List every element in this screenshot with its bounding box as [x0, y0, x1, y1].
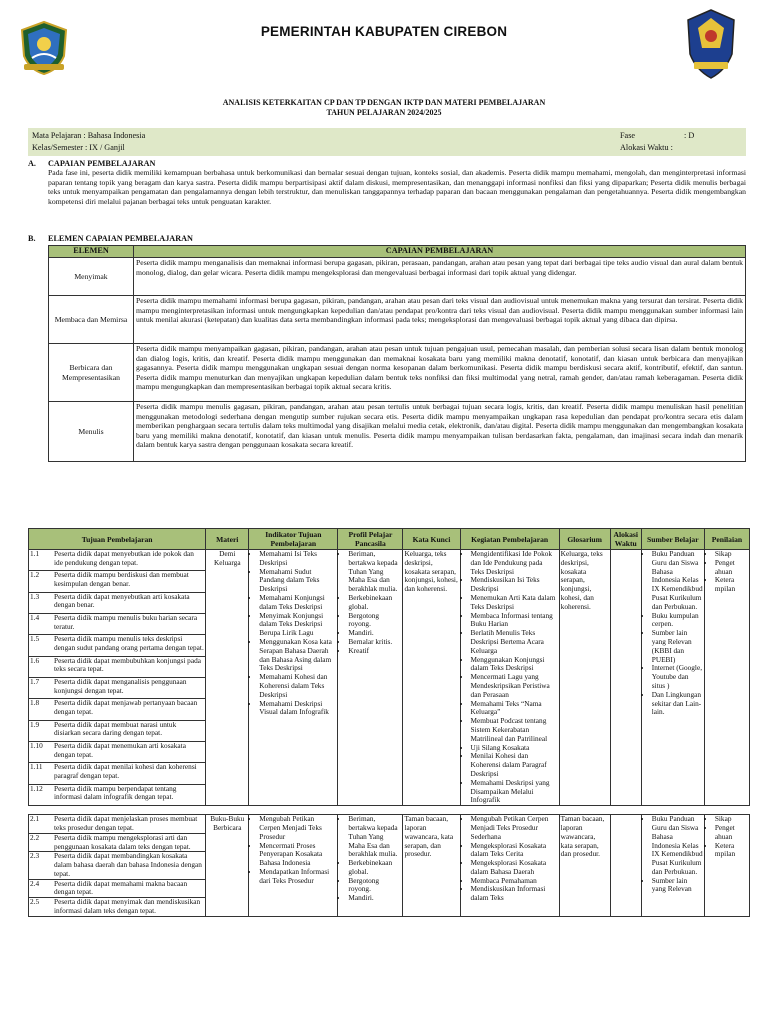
school-logo-icon [684, 8, 738, 82]
class-label: Kelas/Semester : IX / Ganjil [32, 143, 125, 152]
tp-number: 2.2 [29, 833, 54, 852]
list-item: • Mandiri. [348, 894, 401, 903]
page-header [0, 0, 768, 90]
list-item: • Sikap [715, 550, 748, 559]
element-cp: Peserta didik mampu menulis gagasan, pikiran, pandangan, arahan atau pesan tertulis untuk berbagai tujuan secara logis, kritis, dan kreatif. Peserta didik mampu menuliskan hasil penelitian menggunakan metodologi sederhana dengan mengutip sumber rujukan secara etis. Peserta didik mampu menyampaikan ungkapan rasa kepedulian dan pendapat pro/kontra secara etis dalam memberikan penghargaan secara tertulis dalam teks multimodal yang disajikan melalui media cetak, elektronik, dan/atau digital. Peserta didik mampu menggunakan dan mengembangkan kosakata baru yang memiliki makna denotatif, konotatif, dan kiasan untuk menulis. Peserta didik mampu menyampaikan tulisan berdasarkan fakta, pengalaman, dan imajinasi secara indah dan menarik dalam bentuk karya sastra dengan penggunaan kosakata secara kreatif. [134, 402, 746, 462]
element-cp: Peserta didik mampu menganalisis dan memaknai informasi berupa gagasan, pikiran, perasaan, pandangan, arahan atau pesan yang tepat dari berbagai tipe teks audio visual dan aural dalam bentuk monolog, dialog, dan gelar wicara. Peserta didik mampu mengeksplorasi dan mengevaluasi berbagai informasi dari topik aktual yang didengar. [134, 258, 746, 296]
col-alokasi-header: Alokasi Waktu [610, 529, 641, 550]
list-item: • Memahami Konjungsi dalam Teks Deskripsi [259, 594, 336, 612]
tp-number: 2.4 [29, 879, 54, 898]
group-1 [29, 550, 750, 806]
section-a-text: Pada fase ini, peserta didik memiliki kemampuan berbahasa untuk berkomunikasi dan bernalar sesuai dengan tujuan, konteks sosial, dan akademis. Peserta didik mampu memahami, mengolah, dan menginterpretasi informasi paparan tentang topik yang beragam dan karya sastra. Peserta didik mampu berpartisipasi aktif dalam diskusi, mempresentasikan, dan menanggapi informasi nonfiksi dan fiksi yang dipaparkan; Peserta didik menulis berbagai teks untuk menyampaikan pengamatan dan pengalamannya dengan lebih terstruktur, dan menuliskan tanggapannya terhadap paparan dan bacaan menggunakan pengalaman dan pengetahuannya. Peserta didik mengembangkan kompetensi diri melalui pajanan berbagai teks untuk penguatan karakter. [48, 168, 746, 206]
tp-text: Peserta didik dapat menjawab pertanyaan bacaan dengan tepat. [53, 699, 206, 720]
element-name: Menyimak [49, 258, 134, 296]
materi-cell: Buku-Buku Berbicara [206, 815, 249, 917]
table-row [49, 258, 746, 296]
col-penilaian-header: Penilaian [704, 529, 749, 550]
section-b-letter: B. [28, 234, 36, 243]
section-a-letter: A. [28, 159, 36, 168]
kegiatan-cell [460, 550, 559, 806]
list-item: • Uji Silang Kosakata [471, 744, 558, 753]
table-row [49, 296, 746, 344]
tp-text: Peserta didik dapat membandingkan kosakata dalam bahasa daerah dan bahasa Indonesia dengan tepat. [53, 852, 206, 879]
list-item: • Dan Lingkungan sekitar dan Lain-lain. [652, 691, 703, 717]
col-profil-header: Profil Pelajar Pancasila [338, 529, 403, 550]
list-item: • Menemukan Arti Kata dalam Teks Deskripsi [471, 594, 558, 612]
learning-objectives-table [28, 528, 750, 917]
list-item: • Menilai Kohesi dan Koherensi dalam Paragraf Deskripsi [471, 752, 558, 778]
kata-kunci-cell: Taman bacaan, laporan wawancara, kata serapan, dan prosedur. [403, 815, 460, 917]
list-item: • Buku Panduan Guru dan Siswa Bahasa Indonesia Kelas IX Kemendikbud Pusat Kurikulum dan Perbukuan. [652, 815, 703, 877]
tp-text: Peserta didik dapat memahami makna bacaan dengan tepat. [53, 879, 206, 898]
list-item: • Membaca Pemahaman [471, 877, 558, 886]
tp-text: Peserta didik mampu berdiskusi dan membuat kesimpulan dengan benar. [53, 571, 206, 592]
list-item: • Berlatih Menulis Teks Deskripsi Bertema Acara Keluarga [471, 629, 558, 655]
table-row [29, 550, 750, 571]
list-item: • Internet (Google, Youtube dan situs ) [652, 664, 703, 690]
time-allocation-label: Alokasi Waktu : [620, 143, 673, 152]
alokasi-cell [610, 550, 641, 806]
table-row [29, 815, 750, 834]
list-item: • Berkebinekaan global. [348, 859, 401, 877]
indikator-cell [249, 550, 338, 806]
list-item: • Sumber lain yang Relevan (KBBI dan PUEBI) [652, 629, 703, 664]
col-elemen-header: ELEMEN [49, 246, 134, 258]
col-cp-header: CAPAIAN PEMBELAJARAN [134, 246, 746, 258]
subject-label: Mata Pelajaran : Bahasa Indonesia [32, 131, 146, 140]
sumber-cell [641, 815, 704, 917]
indikator-list [250, 815, 336, 885]
list-item: • Ketera mpilan [715, 576, 748, 594]
list-item: • Menyimak Konjungsi dalam Teks Deskripsi Berupa Lirik Lagu [259, 612, 336, 638]
document-title-line1: ANALISIS KETERKAITAN CP DAN TP DENGAN IKTP DAN MATERI PEMBELAJARAN [222, 98, 546, 107]
tp-text: Peserta didik mampu berpendapat tentang informasi dalam infografik dengan tepat. [53, 784, 206, 806]
tp-text: Peserta didik dapat menjelaskan proses membuat teks prosedur dengan tepat. [53, 815, 206, 834]
col-indikator-header: Indikator Tujuan Pembelajaran [249, 529, 338, 550]
indikator-list [250, 550, 336, 717]
list-item: • Mengeksplorasi Kosakata dalam Bahasa Daerah [471, 859, 558, 877]
list-item: • Mandiri. [348, 629, 401, 638]
document-title [0, 98, 768, 118]
list-item: • Menggunakan Kosa kata Serapan Bahasa Daerah dan Bahasa Asing dalam Teks Deskripsi [259, 638, 336, 673]
list-item: • Membuat Podcast tentang Sistem Kekerabatan Matrilineal dan Patrilineal [471, 717, 558, 743]
list-item: • Bergotong royong. [348, 877, 401, 895]
penilaian-cell [704, 550, 749, 806]
sumber-cell [641, 550, 704, 806]
list-item: • Mencermati Proses Penyerapan Kosakata Bahasa Indonesia [259, 842, 336, 868]
list-item: • Sumber lain yang Relevan [652, 877, 703, 895]
tp-number: 2.1 [29, 815, 54, 834]
tp-number: 2.5 [29, 898, 54, 917]
list-item: • Memahami Deskripsi yang Disampaikan Melalui Infografik [471, 779, 558, 805]
list-item: • Mengubah Petikan Cerpen Menjadi Teks Prosedur [259, 815, 336, 841]
tp-text: Peserta didik dapat membuat narasi untuk disiarkan secara daring dengan tepat. [53, 720, 206, 741]
col-tujuan-header: Tujuan Pembelajaran [29, 529, 206, 550]
kegiatan-list [462, 550, 558, 805]
penilaian-list [706, 550, 748, 594]
phase-label: Fase [620, 131, 636, 140]
sumber-list [643, 815, 703, 894]
col-sumber-header: Sumber Belajar [641, 529, 704, 550]
glosarium-cell: Taman bacaan, laporan wawancara, kata serapan, dan prosedur. [559, 815, 610, 917]
tp-number: 1.10 [29, 741, 54, 762]
tp-number: 1.2 [29, 571, 54, 592]
group-2 [29, 815, 750, 917]
list-item: • Mendiskusikan Isi Teks Deskripsi [471, 576, 558, 594]
tp-text: Peserta didik mampu menulis teks deskripsi dengan sudut pandang orang pertama dengan tepat. [53, 635, 206, 656]
col-kegiatan-header: Kegiatan Pembelajaran [460, 529, 559, 550]
alokasi-cell [610, 815, 641, 917]
list-item: • Mencermati Lagu yang Mendeskripsikan Peristiwa dan Perasaan [471, 673, 558, 699]
section-b-title: ELEMEN CAPAIAN PEMBELAJARAN [48, 234, 193, 243]
tp-number: 1.1 [29, 550, 54, 571]
tp-number: 1.3 [29, 592, 54, 613]
penilaian-cell [704, 815, 749, 917]
government-title: PEMERINTAH KABUPATEN CIREBON [260, 24, 508, 39]
list-item: • Memahami Teks “Nama Keluarga” [471, 700, 558, 718]
info-box [28, 128, 746, 156]
list-item: • Mendiskusikan Informasi dalam Teks [471, 885, 558, 903]
list-item: • Bergotong royong. [348, 612, 401, 630]
element-cp: Peserta didik mampu memahami informasi berupa gagasan, pikiran, pandangan, arahan atau pesan dari teks visual dan audiovisual untuk menemukan makna yang tersurat dan tersirat. Peserta didik mampu menginterpretasikan informasi untuk mengungkapkan kepedulian dan/atau pendapat pro/kontra dari teks visual dan audiovisual. Peserta didik mampu menggunakan sumber informasi lain untuk menilai akurasi (ketepatan) dan kualitas data serta membandingkan informasi pada teks; mengeksplorasi dan mengevaluasi berbagai topik aktual yang dibaca dan dipirsa. [134, 296, 746, 344]
profil-list [339, 815, 401, 903]
tp-text: Peserta didik mampu mengeksplorasi arti dan penggunaan kosakata dalam teks dengan tepat. [53, 833, 206, 852]
col-glosarium-header: Glosarium [559, 529, 610, 550]
tp-text: Peserta didik dapat menemukan arti kosakata dengan tepat. [53, 741, 206, 762]
list-item: • Buku kumpulan cerpen. [652, 612, 703, 630]
list-item: • Ketera mpilan [715, 842, 748, 860]
list-item: • Mengubah Petikan Cerpen Menjadi Teks Prosedur Sederhana [471, 815, 558, 841]
document-title-line2: TAHUN PELAJARAN 2024/2025 [326, 108, 442, 117]
list-item: • Memahami Kohesi dan Koherensi dalam Teks Deskripsi [259, 673, 336, 699]
col-kata-kunci-header: Kata Kunci [403, 529, 460, 550]
element-name: Berbicara dan Mempresentasikan [49, 344, 134, 402]
sumber-list [643, 550, 703, 717]
list-item: • Menggunakan Konjungsi dalam Teks Deskripsi [471, 656, 558, 674]
kegiatan-list [462, 815, 558, 903]
list-item: • Kreatif [348, 647, 401, 656]
tp-number: 1.8 [29, 699, 54, 720]
indikator-cell [249, 815, 338, 917]
kata-kunci-cell: Keluarga, teks deskripsi, kosakata serapan, konjungsi, kohesi, dan koherensi. [403, 550, 460, 806]
tp-text: Peserta didik dapat membubuhkan konjungsi pada teks secara tepat. [53, 656, 206, 677]
kegiatan-cell [460, 815, 559, 917]
tp-text: Peserta didik mampu menulis buku harian secara teratur. [53, 613, 206, 634]
profil-list [339, 550, 401, 656]
element-name: Menulis [49, 402, 134, 462]
tp-number: 1.12 [29, 784, 54, 806]
list-item: • Mengeksplorasi Kosakata dalam Teks Cerita [471, 842, 558, 860]
list-item: • Memahami Isi Teks Deskripsi [259, 550, 336, 568]
tp-text: Peserta didik dapat menganalisis penggunaan konjungsi dengan tepat. [53, 677, 206, 698]
list-item: • Penget ahuan [715, 824, 748, 842]
tp-text: Peserta didik dapat menilai kohesi dan koherensi paragraf dengan tepat. [53, 763, 206, 784]
materi-cell: Demi Keluarga [206, 550, 249, 806]
tp-number: 1.5 [29, 635, 54, 656]
list-item: • Beriman, bertakwa kepada Tuhan Yang Maha Esa dan berakhlak mulia. [348, 550, 401, 594]
list-item: • Sikap [715, 815, 748, 824]
tp-text: Peserta didik dapat menyimak dan mendiskusikan informasi dalam teks dengan tepat. [53, 898, 206, 917]
col-materi-header: Materi [206, 529, 249, 550]
penilaian-list [706, 815, 748, 859]
list-item: • Mendapatkan Informasi dari Teks Prosedur [259, 868, 336, 886]
tp-number: 1.4 [29, 613, 54, 634]
list-item: • Berkebinekaan global. [348, 594, 401, 612]
tp-text: Peserta didik dapat menyebutkan arti kosakata dengan benar. [53, 592, 206, 613]
tp-number: 1.6 [29, 656, 54, 677]
list-item: • Bernalar kritis. [348, 638, 401, 647]
tp-number: 1.7 [29, 677, 54, 698]
list-item: • Membaca Informasi tentang Buku Harian [471, 612, 558, 630]
elements-table [48, 245, 746, 462]
tp-number: 1.11 [29, 763, 54, 784]
list-item: • Memahami Sudut Pandang dalam Teks Deskripsi [259, 568, 336, 594]
section-a-title: CAPAIAN PEMBELAJARAN [48, 159, 156, 168]
element-name: Membaca dan Memirsa [49, 296, 134, 344]
table-header-row [29, 529, 750, 550]
phase-value: : D [684, 131, 695, 140]
list-item: • Penget ahuan [715, 559, 748, 577]
tp-number: 2.3 [29, 852, 54, 879]
profil-cell [338, 550, 403, 806]
table-row [49, 344, 746, 402]
tp-number: 1.9 [29, 720, 54, 741]
glosarium-cell: Keluarga, teks deskripsi, kosakata serapan, konjungsi, kohesi, dan koherensi. [559, 550, 610, 806]
table-row [49, 402, 746, 462]
profil-cell [338, 815, 403, 917]
list-item: • Memahami Deskripsi Visual dalam Infografik [259, 700, 336, 718]
list-item: • Mengidentifikasi Ide Pokok dan Ide Pendukung pada Teks Deskripsi [471, 550, 558, 576]
tp-text: Peserta didik dapat menyebutkan ide pokok dan ide pendukung dengan tepat. [53, 550, 206, 571]
element-cp: Peserta didik mampu menyampaikan gagasan, pikiran, pandangan, arahan atau pesan untuk tujuan pengajuan usul, pemecahan masalah, dan pemberian solusi secara lisan dalam bentuk monolog dan dialog logis, kritis, dan kreatif. Peserta didik mampu menggunakan dan memaknai kosakata baru yang memiliki makna denotatif, konotatif, dan kiasan untuk berbicara dan menyajikan gagasannya. Peserta didik mampu menggunakan ungkapan sesuai dengan norma kesopanan dalam berkomunikasi. Peserta didik mampu berdiskusi secara aktif, kontributif, efektif, dan santun. Peserta didik mampu menuturkan dan menyajikan ungkapan kepedulian dalam bentuk teks nonfiksi dan fiksi multimodal yang netral, ramah gender, dan/atau ramah keberagaman. Peserta didik mampu mengungkapkan dan mempresentasikan berbagai topik aktual secara kritis. [134, 344, 746, 402]
list-item: • Beriman, bertakwa kepada Tuhan Yang Maha Esa dan berakhlak mulia. [348, 815, 401, 859]
list-item: • Buku Panduan Guru dan Siswa Bahasa Indonesia Kelas IX Kemendikbud Pusat Kurikulum dan Perbukuan. [652, 550, 703, 612]
